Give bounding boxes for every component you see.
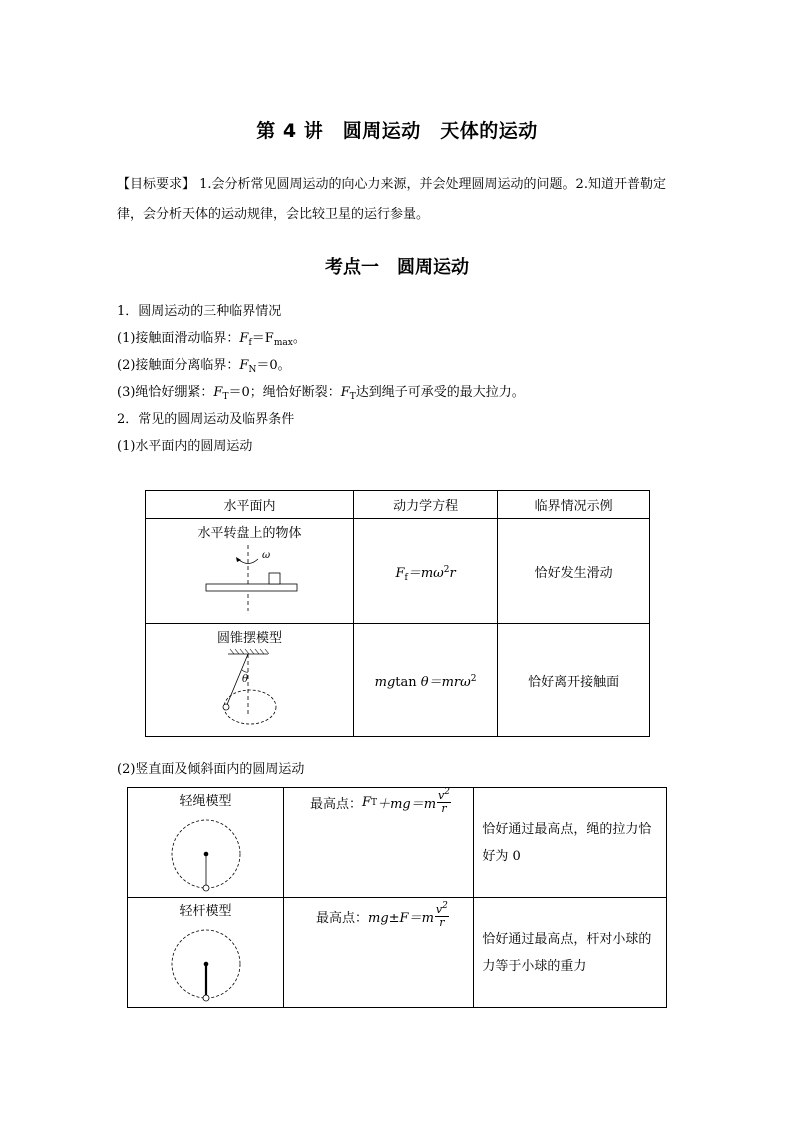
eq-sup: 2 <box>443 564 450 575</box>
subscript: T <box>349 392 356 402</box>
conical-pendulum-cell <box>146 624 354 737</box>
text-segment: (2)接触面分离临界： <box>117 358 240 373</box>
frac-denominator: r <box>441 802 447 815</box>
vertical-motion-table <box>127 787 667 1008</box>
eq-part: F <box>362 795 372 810</box>
subscript: max <box>273 338 293 348</box>
paragraph-common-motions: 2．常见的圆周运动及临界条件 <box>117 412 295 427</box>
paragraph-vertical-plane: (2)竖直面及倾斜面内的圆周运动 <box>117 762 305 777</box>
fraction <box>435 901 449 929</box>
frac-sup: 2 <box>444 787 450 797</box>
omega-symbol: ω <box>262 550 271 561</box>
rope-model-label: 轻绳模型 <box>179 794 232 809</box>
eq-part: F <box>395 565 405 581</box>
fraction <box>437 787 451 815</box>
table-row <box>128 788 667 898</box>
theta-symbol: θ <box>242 674 249 685</box>
section-title: 考点一 圆周运动 <box>325 257 469 278</box>
text-segment: ＝F <box>251 331 274 346</box>
table-row <box>146 519 650 624</box>
critical-example-cell: 恰好离开接触面 <box>498 624 650 737</box>
horizontal-motion-table <box>145 490 650 737</box>
paragraph-horizontal-plane: (1)水平面内的圆周运动 <box>117 439 253 454</box>
equation-cell <box>284 898 474 1008</box>
rod-model-cell <box>128 898 284 1008</box>
frac-denominator: r <box>439 916 445 929</box>
subscript: f <box>248 338 252 348</box>
rod-model-label: 轻杆模型 <box>179 904 232 919</box>
text-segment: 。 <box>292 331 306 346</box>
subscript: T <box>222 392 229 402</box>
frac-numerator: v <box>438 789 445 802</box>
eq-prefix: 最高点： <box>310 797 363 812</box>
goals-tag: 【目标要求】 <box>117 177 196 192</box>
equation <box>284 898 449 929</box>
header-cell: 临界情况示例 <box>498 491 650 519</box>
equation-cell <box>354 624 498 737</box>
critical-example-cell <box>474 788 667 898</box>
rope-model-cell <box>128 788 284 898</box>
rope-model-diagram <box>128 809 283 893</box>
text-segment: (3)绳恰好绷紧： <box>117 385 214 400</box>
subscript: N <box>248 365 257 375</box>
eq-part: tan <box>395 674 421 690</box>
lesson-title: 第 4 讲 圆周运动 天体的运动 <box>256 120 538 142</box>
text-segment: 达到绳子可承受的最大拉力。 <box>355 385 525 400</box>
eq-part: mg <box>374 674 396 690</box>
eq-part: ＋mg＝m <box>377 797 437 812</box>
paragraph-rope-critical <box>117 383 525 403</box>
turntable-label: 水平转盘上的物体 <box>197 526 302 541</box>
equation-cell <box>284 788 474 898</box>
turntable-cell <box>146 519 354 624</box>
paragraph-critical-cases: 1．圆周运动的三种临界情况 <box>117 304 282 319</box>
frac-sup: 2 <box>442 901 448 911</box>
symbol-f: F <box>213 385 223 400</box>
critical-example-cell <box>474 898 667 1008</box>
eq-part: θ <box>420 674 429 690</box>
eq-part: ＝mω <box>407 565 444 581</box>
paragraph-separation-critical <box>117 356 291 376</box>
symbol-f: F <box>239 358 249 373</box>
equation: 最高点： F T ＋mg＝m $\frac{v^2}{r}$ <box>310 787 450 815</box>
eq-sup: 2 <box>470 673 477 684</box>
conical-pendulum-label: 圆锥摆模型 <box>216 631 282 646</box>
table-row <box>128 898 667 1008</box>
symbol-f: F <box>239 331 249 346</box>
eq-prefix: 最高点： <box>316 911 369 926</box>
frac-numerator: v <box>435 903 443 916</box>
conical-pendulum-diagram <box>146 646 353 728</box>
eq-sub: f <box>404 572 408 583</box>
note-text: 恰好通过最高点，杆对小球的力等于小球的重力 <box>482 931 652 974</box>
critical-example-cell: 恰好发生滑动 <box>498 519 650 624</box>
text-segment: ＝0；绳恰好断裂： <box>228 385 341 400</box>
header-cell: 动力学方程 <box>354 491 498 519</box>
text-segment: ＝0。 <box>256 358 291 373</box>
paragraph-sliding-critical <box>117 329 306 349</box>
goals-text: 1.会分析常见圆周运动的向心力来源，并会处理圆周运动的问题。2.知道开普勒定律，会分析天体的运动规律，会比较卫星的运行参量。 <box>117 177 666 222</box>
symbol-f: F <box>340 385 350 400</box>
eq-part: r <box>449 565 456 581</box>
text-segment: (1)接触面滑动临界： <box>117 331 240 346</box>
learning-goals <box>117 170 687 230</box>
equation-cell <box>354 519 498 624</box>
table-header-row <box>146 491 650 519</box>
rod-model-diagram <box>128 919 283 1003</box>
turntable-diagram <box>146 541 353 613</box>
table-row <box>146 624 650 737</box>
header-cell: 水平面内 <box>146 491 354 519</box>
eq-part: mg±F＝m <box>368 911 434 926</box>
eq-part: ＝mrω <box>428 674 471 690</box>
note-text: 恰好通过最高点，绳的拉力恰好为 0 <box>482 821 652 864</box>
